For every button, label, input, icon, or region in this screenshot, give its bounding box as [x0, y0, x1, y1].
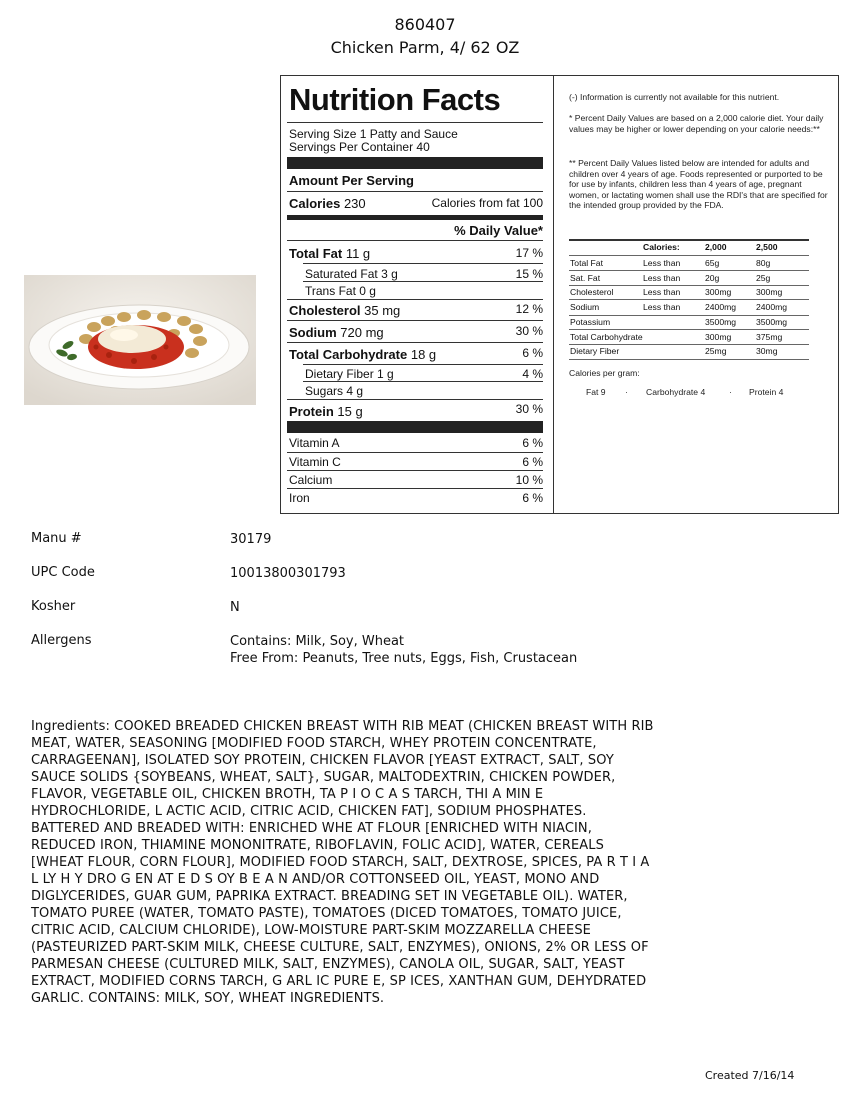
kosher-value: N: [230, 600, 240, 615]
serving-size: Serving Size 1 Patty and Sauce: [289, 127, 458, 141]
medium-divider: [287, 215, 543, 220]
amount-per-serving: Amount Per Serving: [289, 173, 414, 188]
dv-table-header: Calories: 2,000 2,500: [643, 242, 778, 252]
dv-saturated-fat: 15 %: [515, 267, 543, 281]
divider: [303, 381, 543, 382]
nutrient-row-saturated-fat: Saturated Fat 3 g: [305, 267, 398, 281]
divider: [287, 399, 543, 400]
divider: [303, 281, 543, 282]
divider: [287, 191, 543, 192]
nutrient-row-total-fat: Total Fat 11 g: [289, 246, 371, 261]
cpg-carbohydrate: Carbohydrate 4: [646, 387, 706, 397]
upc-label: UPC Code: [31, 565, 95, 580]
nutrition-label: [280, 75, 839, 514]
nutrition-facts-title: Nutrition Facts: [289, 82, 501, 117]
servings-per-container: Servings Per Container 40: [289, 140, 430, 154]
product-name: Chicken Parm, 4/ 62 OZ: [330, 38, 520, 57]
dv-sodium: 30 %: [515, 324, 543, 338]
dv-table-row: Potassium 3500mg 3500mg: [570, 317, 788, 327]
product-photo: [24, 275, 256, 405]
dv-table-row: Cholesterol Less than 300mg 300mg: [570, 287, 783, 297]
divider: [287, 240, 543, 241]
calories-value: 230: [343, 196, 366, 211]
iron-dv: 6 %: [522, 491, 543, 505]
percent-dv-note: * Percent Daily Values are based on a 2,000 calorie diet. Your daily values may be higher or lower depending on your calorie needs:**: [569, 113, 824, 134]
calories-row: [289, 196, 366, 211]
not-available-note: (-) Information is currently not available for this nutrient.: [569, 92, 780, 102]
dv-table-row: Sodium Less than 2400mg 2400mg: [570, 302, 788, 312]
dv-table-row: Sat. Fat Less than 20g 25g: [570, 273, 771, 283]
nutrient-row-protein: Protein 15 g: [289, 404, 363, 419]
cpg-fat: Fat 9: [586, 387, 606, 397]
divider: [287, 342, 543, 343]
dv-table-row: Total Carbohydrate 300mg 375mg: [570, 332, 783, 342]
calories-per-gram-label: Calories per gram:: [569, 368, 640, 378]
cpg-protein: Protein 4: [749, 387, 784, 397]
divider: [303, 364, 543, 365]
nutrient-row-cholesterol: Cholesterol 35 mg: [289, 303, 401, 318]
divider: [287, 320, 543, 321]
dv-protein: 30 %: [515, 402, 543, 416]
iron-label: Iron: [289, 491, 310, 505]
divider: [287, 122, 543, 123]
manu-value: 30179: [230, 532, 272, 547]
cpg-separator: ·: [729, 387, 732, 397]
ingredients-text: Ingredients: COOKED BREADED CHICKEN BREAST WITH RIB MEAT (CHICKEN BREAST WITH RIB MEAT, WATER, SEASONING [MODIFIED FOOD STARCH, WHEY PROTEIN CONCENTRATE, CARRAGEENAN], ISOLATED SOY PROTEIN, CHICKEN FLAVOR [YEAST EXTRACT, SALT, SOY SAUCE SOLIDS {SOYBEANS, WHEAT, SALT}, SUGAR, MALTODEXTRIN, CHICKEN POWDER, FLAVOR, VEGETABLE OIL, CHICKEN BROTH, TA P I O C A S TARCH, THI A MIN E HYDROCHLORIDE, L ACTIC ACID, CITRIC ACID, CHICKEN FAT], SODIUM PHOSPHATES. BATTERED AND BREADED WITH: ENRICHED WHE AT FLOUR [ENRICHED WITH NIACIN, REDUCED IRON, THIAMINE MONONITRATE, RIBOFLAVIN, FOLIC ACID], WATER, CEREALS [WHEAT FLOUR, CORN FLOUR], MODIFIED FOOD STARCH, SALT, DEXTROSE, SPICES, PA R T I A L LY H Y DRO G EN AT E D S OY B E A N AND/OR COTTONSEED OIL, YEAST, MONO AND DIGLYCERIDES, GUAR GUM, PAPRIKA EXTRACT. BREADING SET IN VEGETABLE OIL). WATER, TOMATO PUREE (WATER, TOMATO PASTE), TOMATOES (DICED TOMATOES, TOMATO JUICE, CITRIC ACID, CALCIUM CHLORIDE), LOW-MOISTURE PART-SKIM MOZZARELLA CHEESE (PASTEURIZED PART-SKIM MILK, CHEESE CULTURE, SALT, ENZYMES), ONIONS, 2% OR LESS OF PARMESAN CHEESE (CULTURED MILK, SALT, ENZYMES), CANOLA OIL, SUGAR, SALT, YEAST EXTRACT, MODIFIED CORNS TARCH, G ARL IC PURE E, SP ICES, XANTHAN GUM, DEHYDRATED GARLIC. CONTAINS: MILK, SOY, WHEAT INGREDIENTS.: [31, 719, 654, 1006]
divider: [287, 488, 543, 489]
thick-divider: [287, 421, 543, 433]
vitamin-c-label: Vitamin C: [289, 455, 341, 469]
dv-table-row: Total Fat Less than 65g 80g: [570, 258, 771, 268]
allergens-contains: Contains: Milk, Soy, Wheat: [230, 634, 405, 649]
nutrient-row-sodium: Sodium 720 mg: [289, 325, 384, 340]
adults-children-note: ** Percent Daily Values listed below are intended for adults and children over 4 years of age. Foods represented or purported to be for use by infants, children less than 4 years of age, pregnant women, or lactating women shall use the RDI's that are specified for the intended group provided by the FDA.: [569, 158, 828, 211]
daily-value-notes: [554, 76, 838, 513]
calcium-label: Calcium: [289, 473, 333, 487]
created-date: Created 7/16/14: [705, 1069, 795, 1082]
nutrient-row-total-carbohydrate: Total Carbohydrate 18 g: [289, 347, 437, 362]
calories-from-fat: Calories from fat 100: [431, 196, 543, 210]
item-number: 860407: [394, 15, 456, 34]
cpg-separator: ·: [625, 387, 628, 397]
nutrient-row-trans-fat: Trans Fat 0 g: [305, 284, 376, 298]
dv-dietary-fiber: 4 %: [522, 367, 543, 381]
dv-total-fat: 17 %: [515, 246, 543, 260]
upc-value: 10013800301793: [230, 566, 346, 581]
nutrition-facts-panel: [281, 76, 554, 513]
divider: [287, 299, 543, 300]
divider: [287, 452, 543, 453]
nutrient-row-dietary-fiber: Dietary Fiber 1 g: [305, 367, 394, 381]
vitamin-c-dv: 6 %: [522, 455, 543, 469]
allergens-free-from: Free From: Peanuts, Tree nuts, Eggs, Fish, Crustacean: [230, 651, 578, 666]
divider: [303, 263, 543, 264]
thick-divider: [287, 157, 543, 169]
daily-value-header: % Daily Value*: [454, 223, 543, 238]
vitamin-a-label: Vitamin A: [289, 436, 340, 450]
kosher-label: Kosher: [31, 599, 76, 614]
manu-label: Manu #: [31, 531, 82, 546]
allergens-label: Allergens: [31, 633, 92, 648]
calories-label: Calories: [289, 196, 341, 211]
dv-table-row: Dietary Fiber 25mg 30mg: [570, 346, 778, 356]
dv-total-carbohydrate: 6 %: [522, 346, 543, 360]
vitamin-a-dv: 6 %: [522, 436, 543, 450]
dv-cholesterol: 12 %: [515, 302, 543, 316]
calcium-dv: 10 %: [515, 473, 543, 487]
divider: [287, 470, 543, 471]
nutrient-row-sugars: Sugars 4 g: [305, 384, 364, 398]
table-rule: [569, 359, 809, 360]
